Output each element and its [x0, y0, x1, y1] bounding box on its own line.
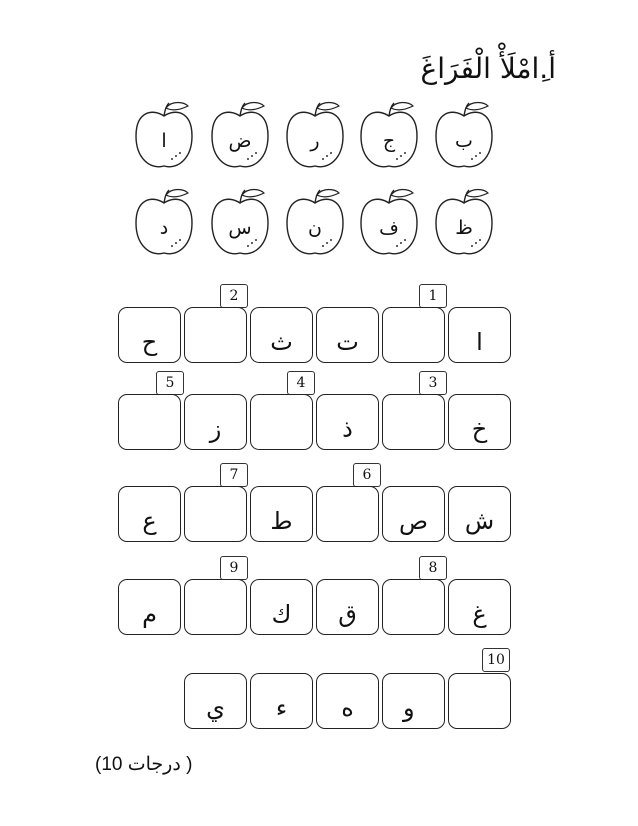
blank-number-label: 10: [482, 648, 510, 672]
blank-number-label: 6: [353, 463, 381, 487]
cell-letter: ك: [271, 600, 292, 628]
blank-number-label: 1: [419, 284, 447, 308]
blank-cell[interactable]: [184, 307, 247, 363]
apple-letter: ف: [379, 217, 399, 239]
letter-cell: [382, 673, 445, 729]
blank-cell[interactable]: [118, 394, 181, 450]
letter-cell: [118, 579, 181, 635]
apple-letter: ر: [310, 130, 320, 152]
blank-number-label: 2: [220, 284, 248, 308]
blank-cell[interactable]: [184, 579, 247, 635]
blank-number-label: 5: [156, 371, 184, 395]
blank-cell[interactable]: [184, 486, 247, 542]
blank-number-label: 9: [220, 556, 248, 580]
letter-cell: [316, 673, 379, 729]
letter-cell: [118, 307, 181, 363]
cell-letter: ق: [338, 600, 357, 628]
blank-cell[interactable]: [448, 673, 511, 729]
cell-letter: ي: [206, 694, 225, 722]
cell-letter: ز: [209, 415, 222, 443]
blank-cell[interactable]: [382, 579, 445, 635]
letter-cell: [382, 486, 445, 542]
apple-letter: س: [228, 217, 252, 239]
letter-cell: [316, 579, 379, 635]
apple-card: [283, 187, 347, 259]
apple-card: [132, 187, 196, 259]
letter-cell: [448, 394, 511, 450]
letter-cell: [250, 307, 313, 363]
cell-letter: ء: [275, 694, 288, 722]
letter-cell: [250, 486, 313, 542]
blank-number-label: 7: [220, 463, 248, 487]
letter-cell: [184, 394, 247, 450]
cell-letter: ش: [464, 507, 495, 535]
apple-letter: ن: [308, 217, 322, 239]
apple-card: [432, 187, 496, 259]
cell-letter: ث: [270, 328, 293, 356]
cell-letter: ص: [398, 507, 428, 535]
apple-card: [357, 187, 421, 259]
apple-letter: ض: [228, 130, 252, 152]
letter-cell: [184, 673, 247, 729]
letter-cell: [448, 307, 511, 363]
blank-cell[interactable]: [250, 394, 313, 450]
apple-card: [357, 100, 421, 172]
apple-card: [208, 187, 272, 259]
cell-letter: غ: [472, 600, 487, 628]
blank-number-label: 8: [419, 556, 447, 580]
apple-letter: ا: [161, 130, 167, 152]
letter-cell: [250, 673, 313, 729]
cell-letter: ح: [141, 328, 158, 356]
cell-letter: و: [403, 694, 415, 722]
grade-note: (10 درجات ): [95, 754, 193, 775]
cell-letter: م: [142, 600, 157, 628]
letter-cell: [250, 579, 313, 635]
blank-cell[interactable]: [316, 486, 379, 542]
letter-cell: [118, 486, 181, 542]
apple-card: [432, 100, 496, 172]
blank-number-label: 4: [287, 371, 315, 395]
exercise-title: أ.ِامْلَأْ الْفَرَاغَ: [420, 52, 556, 85]
blank-number-label: 3: [419, 371, 447, 395]
cell-letter: ع: [142, 507, 157, 535]
apple-card: [208, 100, 272, 172]
apple-card: [283, 100, 347, 172]
blank-cell[interactable]: [382, 394, 445, 450]
blank-cell[interactable]: [382, 307, 445, 363]
letter-cell: [448, 486, 511, 542]
cell-letter: خ: [471, 415, 488, 443]
apple-letter: ب: [455, 130, 473, 152]
apple-letter: ظ: [455, 217, 473, 239]
letter-cell: [316, 394, 379, 450]
cell-letter: ط: [270, 507, 293, 535]
cell-letter: ا: [476, 328, 483, 356]
letter-cell: [448, 579, 511, 635]
apple-card: [132, 100, 196, 172]
cell-letter: ه: [341, 694, 354, 722]
apple-letter: د: [159, 217, 169, 239]
cell-letter: ذ: [342, 415, 353, 443]
cell-letter: ت: [336, 328, 359, 356]
apple-letter: ج: [382, 130, 396, 152]
letter-cell: [316, 307, 379, 363]
